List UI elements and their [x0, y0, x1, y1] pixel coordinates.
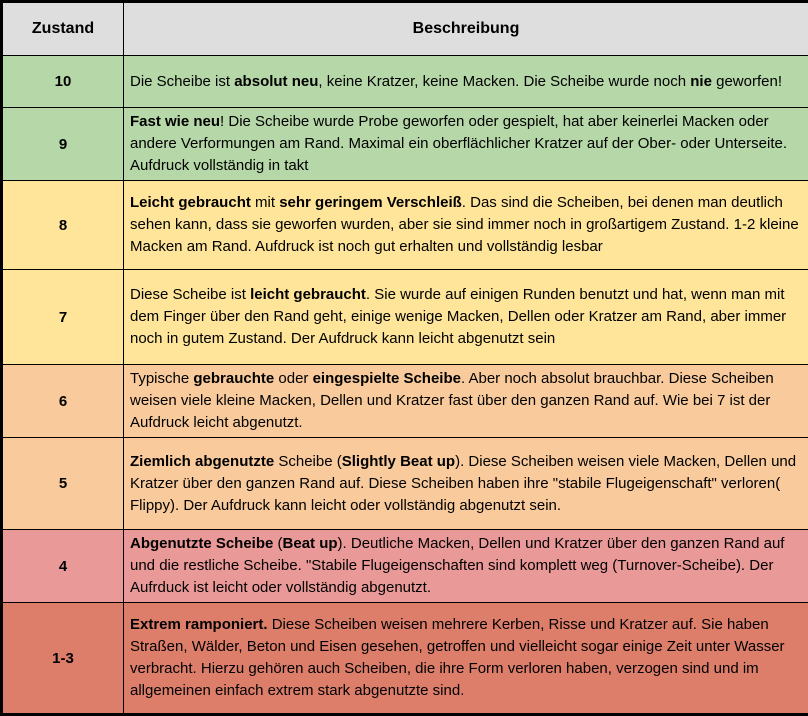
description-bold-text: sehr geringem Verschleiß — [279, 194, 462, 211]
zustand-cell: 5 — [2, 438, 124, 530]
description-bold-text: Extrem ramponiert. — [130, 616, 268, 633]
header-zustand: Zustand — [2, 2, 124, 56]
description-cell — [124, 108, 808, 181]
description-text: oder — [274, 370, 312, 387]
table-row — [2, 603, 808, 715]
zustand-cell: 6 — [2, 365, 124, 438]
table-row — [2, 56, 808, 108]
zustand-cell: 4 — [2, 530, 124, 603]
description-text: , keine Kratzer, keine Macken. Die Scheibe wurde noch — [318, 73, 690, 90]
description-bold-text: gebrauchte — [193, 370, 274, 387]
description-text: mit — [251, 194, 279, 211]
zustand-cell: 8 — [2, 181, 124, 270]
zustand-cell: 10 — [2, 56, 124, 108]
description-text: Die Scheibe ist — [130, 73, 234, 90]
description-text: ). Diese Scheiben weisen viele Macken, Dellen und Kratzer über den ganzen Rand auf. Diese Scheiben haben ihre "stabile Flugeigenschaft" verloren( Flippy). Der Aufdruck kann leicht oder vollständig abgenutzt sein. — [130, 453, 796, 514]
description-cell — [124, 270, 808, 365]
description-text: . Aber noch absolut brauchbar. Diese Scheiben weisen viele kleine Macken, Dellen und Kratzer fast über den ganzen Rand auf. Wie bei 7 ist der Aufdruck leicht abgenutzt. — [130, 370, 774, 431]
description-cell — [124, 181, 808, 270]
description-text: . Sie wurde auf einigen Runden benutzt und hat, wenn man mit dem Finger über den Rand geht, einige wenige Macken, Dellen oder Kratzer am Rand, aber immer noch in gutem Zustand. Der Aufdruck kann leicht abgenutzt sein — [130, 286, 786, 347]
zustand-cell: 7 — [2, 270, 124, 365]
description-bold-text: Fast wie neu — [130, 113, 220, 130]
description-text: Scheibe ( — [274, 453, 342, 470]
description-bold-text: absolut neu — [234, 73, 318, 90]
table-row — [2, 365, 808, 438]
description-bold-text: eingespielte Scheibe — [313, 370, 461, 387]
description-text: ! Die Scheibe wurde Probe geworfen oder gespielt, hat aber keinerlei Macken oder andere Verformungen am Rand. Maximal ein oberflächlicher Kratzer auf der Ober- oder Unterseite. Aufdruck vollständig in takt — [130, 113, 787, 174]
description-bold-text: nie — [690, 73, 712, 90]
description-bold-text: Abgenutzte Scheibe — [130, 535, 273, 552]
description-bold-text: Beat up — [283, 535, 338, 552]
description-cell — [124, 530, 808, 603]
table-row — [2, 270, 808, 365]
description-cell — [124, 603, 808, 715]
table-row — [2, 108, 808, 181]
description-cell — [124, 365, 808, 438]
description-bold-text: Leicht gebraucht — [130, 194, 251, 211]
description-bold-text: Slightly Beat up — [342, 453, 455, 470]
zustand-cell: 1-3 — [2, 603, 124, 715]
description-text: Diese Scheibe ist — [130, 286, 250, 303]
description-bold-text: leicht gebraucht — [250, 286, 366, 303]
header-row — [2, 2, 808, 56]
table-row — [2, 530, 808, 603]
description-text: Typische — [130, 370, 193, 387]
header-beschreibung: Beschreibung — [124, 2, 808, 56]
description-bold-text: Ziemlich abgenutzte — [130, 453, 274, 470]
table-body — [2, 56, 808, 715]
zustand-cell: 9 — [2, 108, 124, 181]
table-row — [2, 181, 808, 270]
description-text: geworfen! — [712, 73, 782, 90]
description-cell — [124, 56, 808, 108]
description-cell — [124, 438, 808, 530]
description-text: ( — [273, 535, 282, 552]
description-text: ). Deutliche Macken, Dellen und Kratzer über den ganzen Rand auf und die restliche Scheibe. "Stabile Flugeigenschaften sind komplett weg (Turnover-Scheibe). Der Aufrduck ist leicht oder vollständig abgenutzt. — [130, 535, 784, 596]
table-row — [2, 438, 808, 530]
description-text: Diese Scheiben weisen mehrere Kerben, Risse und Kratzer auf. Sie haben Straßen, Wälder, Beton und Eisen gesehen, getroffen und vielleicht sogar einige Zeit unter Wasser verbracht. Hierzu gehören auch Scheiben, die ihre Form verloren haben, verzogen sind und im allgemeinen einfach extrem stark abgenutzte sind. — [130, 616, 785, 699]
description-text: . Das sind die Scheiben, bei denen man deutlich sehen kann, dass sie geworfen wurden, aber sie sind immer noch in großartigem Zustand. 1-2 kleine Macken am Rand. Aufdruck ist noch gut erhalten und vollständig lesbar — [130, 194, 799, 255]
